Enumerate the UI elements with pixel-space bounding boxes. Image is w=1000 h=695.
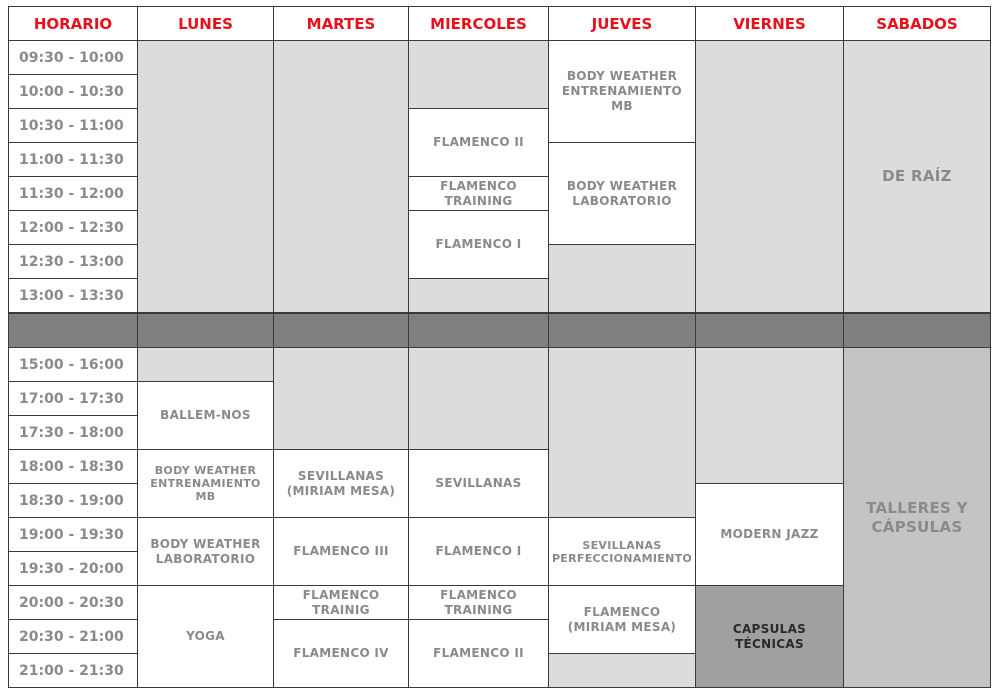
class-block[interactable]: BODY WEATHER LABORATORIO: [137, 517, 274, 586]
class-block[interactable]: YOGA: [137, 585, 274, 688]
time-slot: 11:30 - 12:00: [8, 176, 138, 211]
time-slot: 13:00 - 13:30: [8, 278, 138, 313]
class-block[interactable]: FLAMENCO IV: [273, 619, 409, 688]
break-bar: [8, 313, 138, 348]
header-martes: MARTES: [273, 6, 409, 41]
header-viernes: VIERNES: [695, 6, 844, 41]
time-slot: 19:30 - 20:00: [8, 551, 138, 586]
header-sabados: SABADOS: [843, 6, 991, 41]
empty-slot: [273, 40, 409, 313]
header-horario: HORARIO: [8, 6, 138, 41]
class-block[interactable]: FLAMENCO I: [408, 517, 549, 586]
header-jueves: JUEVES: [548, 6, 696, 41]
class-block[interactable]: DE RAÍZ: [843, 40, 991, 313]
class-block[interactable]: CAPSULAS TÉCNICAS: [695, 585, 844, 688]
time-slot: 12:30 - 13:00: [8, 244, 138, 279]
empty-slot: [548, 347, 696, 518]
class-block[interactable]: FLAMENCO II: [408, 619, 549, 688]
class-block[interactable]: MODERN JAZZ: [695, 483, 844, 586]
time-slot: 10:00 - 10:30: [8, 74, 138, 109]
header-miercoles: MIERCOLES: [408, 6, 549, 41]
empty-slot: [548, 244, 696, 313]
empty-slot: [137, 40, 274, 313]
class-block[interactable]: FLAMENCO TRAINING: [408, 585, 549, 620]
time-slot: 20:30 - 21:00: [8, 619, 138, 654]
empty-slot: [408, 347, 549, 450]
class-block[interactable]: SEVILLANAS PERFECCIONAMIENTO: [548, 517, 696, 586]
class-block[interactable]: FLAMENCO (MIRIAM MESA): [548, 585, 696, 654]
class-block[interactable]: SEVILLANAS (MIRIAM MESA): [273, 449, 409, 518]
break-bar: [843, 313, 991, 348]
time-slot: 12:00 - 12:30: [8, 210, 138, 245]
empty-slot: [408, 278, 549, 313]
empty-slot: [137, 347, 274, 382]
time-slot: 15:00 - 16:00: [8, 347, 138, 382]
time-slot: 20:00 - 20:30: [8, 585, 138, 620]
time-slot: 21:00 - 21:30: [8, 653, 138, 688]
class-block[interactable]: FLAMENCO III: [273, 517, 409, 586]
time-slot: 09:30 - 10:00: [8, 40, 138, 75]
time-slot: 19:00 - 19:30: [8, 517, 138, 552]
header-lunes: LUNES: [137, 6, 274, 41]
class-block[interactable]: BODY WEATHER ENTRENAMIENTO MB: [548, 40, 696, 143]
time-slot: 11:00 - 11:30: [8, 142, 138, 177]
break-bar: [137, 313, 274, 348]
class-block[interactable]: BODY WEATHER ENTRENAMIENTO MB: [137, 449, 274, 518]
class-block[interactable]: BALLEM-NOS: [137, 381, 274, 450]
break-bar: [408, 313, 549, 348]
time-slot: 18:30 - 19:00: [8, 483, 138, 518]
empty-slot: [548, 653, 696, 688]
class-block[interactable]: FLAMENCO II: [408, 108, 549, 177]
time-slot: 18:00 - 18:30: [8, 449, 138, 484]
empty-slot: [273, 347, 409, 450]
empty-slot: [695, 347, 844, 484]
empty-slot: [408, 40, 549, 109]
class-block[interactable]: FLAMENCO I: [408, 210, 549, 279]
class-block[interactable]: TALLERES Y CÁPSULAS: [843, 347, 991, 688]
break-bar: [548, 313, 696, 348]
time-slot: 10:30 - 11:00: [8, 108, 138, 143]
class-block[interactable]: FLAMENCO TRAINING: [408, 176, 549, 211]
break-bar: [695, 313, 844, 348]
break-bar: [273, 313, 409, 348]
time-slot: 17:30 - 18:00: [8, 415, 138, 450]
class-block[interactable]: BODY WEATHER LABORATORIO: [548, 142, 696, 245]
empty-slot: [695, 40, 844, 313]
time-slot: 17:00 - 17:30: [8, 381, 138, 416]
class-block[interactable]: FLAMENCO TRAINIG: [273, 585, 409, 620]
class-block[interactable]: SEVILLANAS: [408, 449, 549, 518]
